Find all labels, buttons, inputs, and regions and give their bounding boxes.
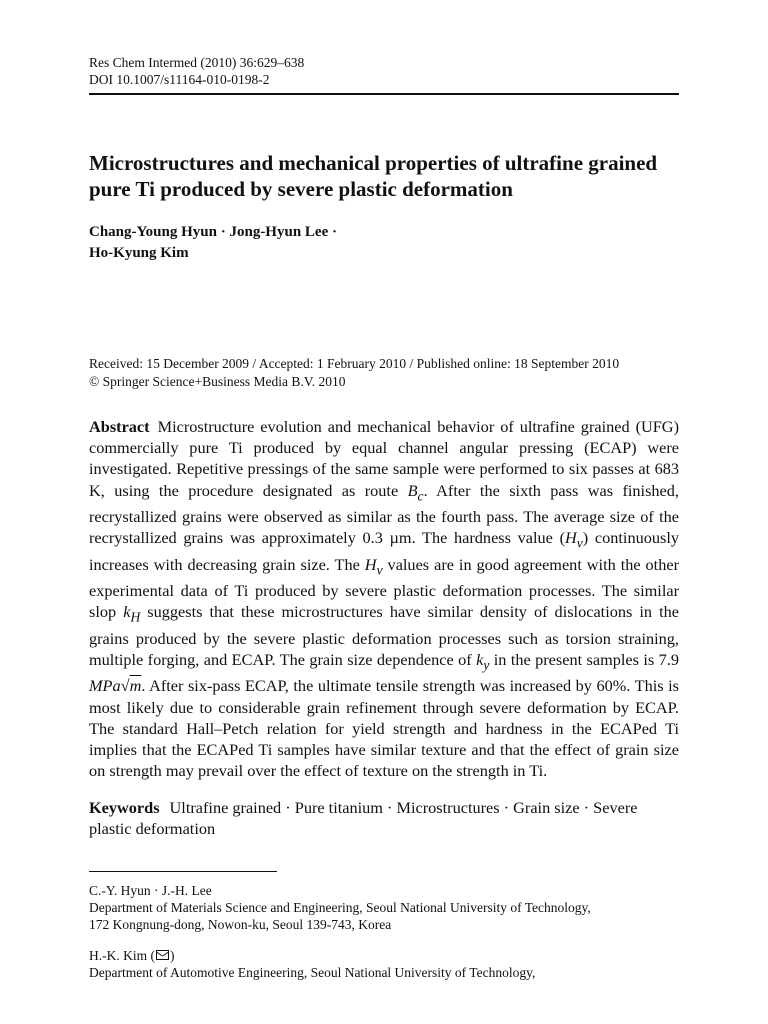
affiliation-2-names xyxy=(89,947,679,964)
abstract-text-5: suggests that these microstructures have similar density of dislocations in the grains produced by the severe plastic deformation processes such as torsion straining, multiple forging, and ECAP. The grain size dependence of xyxy=(89,602,679,670)
unit-mpa: MPa xyxy=(89,676,121,696)
abstract-text-7: . After six-pass ECAP, the ultimate tensile strength was increased by 60%. This is most likely due to considerable grain refinement through severe deformation by ECAP. The standard Hall–Petch relation for yield strength and hardness in the ECAPed Ti implies that the ECAPed Ti samples have similar texture and that the effect of grain size on strength may prevail over the effect of texture on the strength in Ti. xyxy=(89,676,679,781)
journal-citation: Res Chem Intermed (2010) 36:629–638 xyxy=(89,55,305,70)
hv-subscript-2: v xyxy=(376,561,383,577)
ky-subscript: y xyxy=(483,657,490,673)
affiliation-1 xyxy=(89,882,679,933)
abstract-label: Abstract xyxy=(89,417,150,436)
author-list xyxy=(89,222,679,264)
abstract-text-4: values are in good agreement with the other experimental data of Ti produced by severe plastic deformation processes. The similar slop xyxy=(89,554,679,622)
abstract-text-2: . After the sixth pass was finished, recrystallized grains were observed as similar as the fourth pass. The average size of the recrystallized grains was approximately 0.3 µm. The hardness value ( xyxy=(89,480,679,548)
copyright-line: © Springer Science+Business Media B.V. 2010 xyxy=(89,374,346,389)
affiliation-2-dept: Department of Automotive Engineering, Seoul National University of Technology, xyxy=(89,964,536,980)
envelope-icon[interactable] xyxy=(156,950,169,960)
authors-line-1: Chang-Young Hyun · Jong-Hyun Lee · xyxy=(89,224,337,240)
sqrt-symbol: √ xyxy=(120,676,130,696)
article-page xyxy=(89,54,679,981)
hv-subscript: v xyxy=(576,535,583,551)
abstract-text-1: Microstructure evolution and mechanical behavior of ultrafine grained (UFG) commercially pure Ti produced by equal channel angular pressing (ECAP) were investigated. Repetitive pressings of the same sample were performed to six passes at 683 K, using the procedure designated as route xyxy=(89,417,679,500)
footnote-rule xyxy=(89,871,277,872)
keywords-label: Keywords xyxy=(89,797,160,817)
doi[interactable]: DOI 10.1007/s11164-010-0198-2 xyxy=(89,72,270,87)
history-dates: Received: 15 December 2009 / Accepted: 1 February 2010 / Published online: 18 September 2010 xyxy=(89,356,620,371)
affiliation-1-dept: Department of Materials Science and Engineering, Seoul National University of Technology, xyxy=(89,899,591,915)
corresponding-author-close: ) xyxy=(170,947,175,963)
keywords xyxy=(89,797,679,839)
abstract xyxy=(89,416,679,782)
keywords-text: Ultrafine grained · Pure titanium · Microstructures · Grain size · Severe plastic deformation xyxy=(89,797,638,838)
hv-symbol-2: H xyxy=(364,554,377,574)
kh-subscript: H xyxy=(130,609,141,625)
hv-symbol: H xyxy=(565,528,577,548)
affiliation-1-address: 172 Kongnung-dong, Nowon-ku, Seoul 139-743, Korea xyxy=(89,916,392,932)
abstract-text-6: in the present samples is 7.9 xyxy=(489,650,679,670)
kh-symbol: k xyxy=(123,602,131,622)
article-title: Microstructures and mechanical properties of ultrafine grained pure Ti produced by severe plastic deformation xyxy=(89,151,658,201)
ky-symbol: k xyxy=(476,650,484,670)
header-rule xyxy=(89,93,679,95)
corresponding-author-name: H.-K. Kim ( xyxy=(89,947,155,963)
abstract-text-3: ) continuously increases with decreasing grain size. The xyxy=(89,528,680,574)
route-symbol: B xyxy=(407,480,418,500)
affiliation-1-names: C.-Y. Hyun · J.-H. Lee xyxy=(89,882,212,898)
affiliation-2 xyxy=(89,947,679,981)
journal-header xyxy=(89,54,679,95)
route-subscript: c xyxy=(417,487,424,503)
publication-history xyxy=(89,355,679,391)
unit-m: m xyxy=(129,676,142,696)
authors-line-2: Ho-Kyung Kim xyxy=(89,245,189,261)
